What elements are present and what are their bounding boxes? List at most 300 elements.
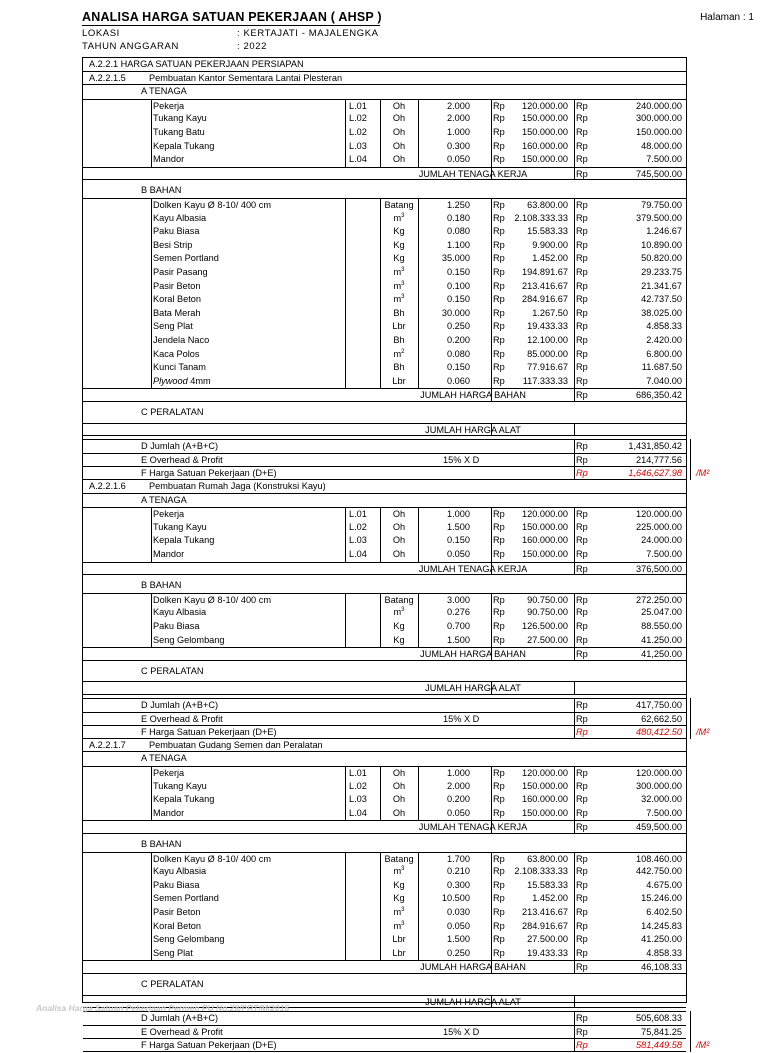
total-value: 480,412.50 <box>636 727 682 738</box>
labor-row <box>83 766 686 780</box>
item-unit: Oh <box>392 807 406 818</box>
item-unit <box>380 594 418 607</box>
item-price: 126.500.00 <box>522 621 568 631</box>
item-unit <box>380 920 418 934</box>
total-currency: Rp <box>576 253 588 264</box>
item-coef: 1.700 <box>447 853 470 864</box>
unit-exponent: 3 <box>401 907 405 913</box>
total-currency: Rp <box>576 200 588 210</box>
item-code: L.04 <box>349 154 367 165</box>
labor-row <box>83 780 686 794</box>
unit-text: m <box>393 294 402 305</box>
item-name-text: Seng Gelombang <box>153 934 225 945</box>
total-currency: Rp <box>576 794 588 805</box>
item-name: Mandor <box>153 807 185 818</box>
item-coef: 10.500 <box>441 893 470 904</box>
item-price: 160.000.00 <box>522 794 568 805</box>
total-value: 4.858.33 <box>646 321 682 332</box>
item-price: 90.750.00 <box>527 594 568 605</box>
item-coef: 0.180 <box>447 212 470 223</box>
item-name: Tukang Kayu <box>153 113 207 124</box>
total-currency: Rp <box>576 362 588 373</box>
total-value: 7.040.00 <box>646 375 682 386</box>
total-value: 29.233.75 <box>641 267 682 277</box>
column-divider <box>690 1011 691 1052</box>
item-unit <box>380 879 418 893</box>
price-currency: Rp <box>493 239 505 250</box>
labor-row <box>83 112 686 126</box>
labor-row <box>83 521 686 535</box>
column-divider <box>574 99 575 181</box>
f-unit: /M² <box>696 727 710 738</box>
column-divider <box>380 852 381 961</box>
item-name-text: Seng Plat <box>153 947 193 958</box>
price-currency: Rp <box>493 375 505 386</box>
item-coef: 1.500 <box>447 521 470 532</box>
material-row <box>83 293 686 307</box>
total-currency: Rp <box>576 454 588 465</box>
item-coef: 0.050 <box>447 549 470 559</box>
bahan-label: B BAHAN <box>141 185 182 196</box>
unit-text: Bh <box>393 362 405 373</box>
unit-exponent: 3 <box>401 212 405 219</box>
item-unit <box>380 348 418 362</box>
price-currency: Rp <box>493 212 505 223</box>
material-row <box>83 852 686 866</box>
tenaga-label-row <box>83 85 686 99</box>
item-coef: 0.150 <box>447 535 470 546</box>
material-row <box>83 375 686 389</box>
jumlah-bahan-label: JUMLAH HARGA BAHAN <box>420 390 526 401</box>
item-name-text: Pasir Beton <box>153 907 201 917</box>
price-currency: Rp <box>493 893 505 904</box>
item-unit: Oh <box>392 509 406 520</box>
column-divider <box>345 593 346 647</box>
total-e-row <box>83 712 686 726</box>
price-currency: Rp <box>493 127 505 137</box>
item-unit: Oh <box>392 154 406 165</box>
unit-text: Kg <box>393 634 405 645</box>
item-code: L.03 <box>349 794 367 805</box>
total-currency: Rp <box>576 280 588 291</box>
total-value: 6.800.00 <box>646 348 682 359</box>
item-coef: 0.300 <box>447 879 470 890</box>
material-row <box>83 892 686 906</box>
price-currency: Rp <box>493 934 505 945</box>
price-currency: Rp <box>493 100 505 111</box>
labor-row <box>83 153 686 167</box>
total-currency: Rp <box>576 294 588 305</box>
item-name-text: Dolken Kayu Ø 8-10/ 400 cm <box>153 200 271 210</box>
total-currency: Rp <box>576 920 588 931</box>
item-coef: 35.000 <box>441 253 470 264</box>
price-currency: Rp <box>493 321 505 332</box>
item-unit <box>380 933 418 947</box>
price-currency: Rp <box>493 594 505 605</box>
material-row <box>83 348 686 362</box>
total-value: 4.675.00 <box>646 879 682 890</box>
price-currency: Rp <box>493 780 505 791</box>
jumlah-tenaga-label: JUMLAH TENAGA KERJA <box>418 822 528 833</box>
bahan-label: B BAHAN <box>141 580 182 591</box>
total-e-row <box>83 453 686 467</box>
price-currency: Rp <box>493 154 505 165</box>
total-currency: Rp <box>576 212 588 223</box>
column-divider <box>418 99 419 167</box>
price-currency: Rp <box>493 509 505 520</box>
total-value: 50.820.00 <box>641 253 682 264</box>
total-value: 7.500.00 <box>646 549 682 559</box>
item-price: 63.800.00 <box>527 200 568 210</box>
item-price: 19.433.33 <box>527 321 568 332</box>
material-row <box>83 606 686 620</box>
unit-text: Lbr <box>392 321 406 332</box>
jumlah-alat-label: JUMLAH HARGA ALAT <box>425 424 521 435</box>
total-currency: Rp <box>576 509 588 520</box>
tenaga-label: A TENAGA <box>141 86 187 97</box>
item-name <box>153 865 343 879</box>
total-currency: Rp <box>576 962 588 973</box>
column-divider <box>380 593 381 647</box>
material-row <box>83 307 686 321</box>
item-price: 120.000.00 <box>522 509 568 520</box>
column-divider <box>151 593 152 647</box>
item-unit: Oh <box>392 140 406 151</box>
column-divider <box>574 995 575 1009</box>
labor-row <box>83 793 686 807</box>
total-value: 48.000.00 <box>641 140 682 151</box>
item-coef: 1.250 <box>447 200 470 210</box>
item-name-text: Dolken Kayu Ø 8-10/ 400 cm <box>153 594 271 605</box>
unit-exponent: 3 <box>401 920 405 927</box>
column-divider <box>380 198 381 388</box>
unit-text: Lbr <box>392 947 406 958</box>
e-percent: 15% X D <box>443 454 480 465</box>
total-value: 120.000.00 <box>636 509 682 520</box>
item-price: 150.000.00 <box>522 154 568 165</box>
main-title-row <box>83 58 686 72</box>
column-divider <box>491 681 492 695</box>
item-name-text: Semen Portland <box>153 893 219 904</box>
total-value: 686,350.42 <box>636 390 682 401</box>
jumlah-bahan-label: JUMLAH HARGA BAHAN <box>420 649 526 660</box>
jumlah-alat-row <box>83 423 686 437</box>
item-price: 150.000.00 <box>522 127 568 137</box>
item-name <box>153 252 343 266</box>
item-coef: 1.500 <box>447 634 470 645</box>
item-name-text: Paku Biasa <box>153 879 200 890</box>
total-value: 25.047.00 <box>641 607 682 618</box>
item-price: 63.800.00 <box>527 853 568 864</box>
total-value: 75,841.25 <box>641 1026 682 1037</box>
total-currency: Rp <box>576 1013 588 1024</box>
f-label: F Harga Satuan Pekerjaan (D+E) <box>141 1040 277 1051</box>
item-coef: 0.300 <box>447 140 470 151</box>
item-name <box>153 361 343 375</box>
item-price: 1.452.00 <box>532 253 568 264</box>
total-value: 1,431,850.42 <box>628 441 682 452</box>
jumlah-alat-value <box>574 682 682 694</box>
item-price: 284.916.67 <box>522 920 568 931</box>
column-divider <box>491 423 492 437</box>
total-currency: Rp <box>576 390 588 401</box>
tahun-row <box>82 41 268 52</box>
column-divider <box>574 439 575 480</box>
price-currency: Rp <box>493 307 505 318</box>
item-unit <box>380 199 418 212</box>
column-divider <box>574 1011 575 1052</box>
column-divider <box>151 507 152 561</box>
total-d-row <box>83 698 686 712</box>
total-value: 38.025.00 <box>641 307 682 318</box>
item-unit <box>380 307 418 321</box>
item-name-text: Paku Biasa <box>153 226 200 237</box>
unit-text: Batang <box>384 594 414 605</box>
e-label: E Overhead & Profit <box>141 713 223 724</box>
column-divider <box>574 852 575 974</box>
item-name: Kepala Tukang <box>153 535 215 546</box>
item-name-text: Koral Beton <box>153 920 202 931</box>
total-currency: Rp <box>576 468 588 479</box>
total-currency: Rp <box>576 239 588 250</box>
item-code: L.04 <box>349 549 367 559</box>
item-name <box>153 606 343 620</box>
item-name <box>153 892 343 906</box>
unit-exponent: 2 <box>401 348 405 355</box>
item-name <box>153 879 343 893</box>
labor-row <box>83 507 686 521</box>
item-unit <box>380 252 418 266</box>
item-unit <box>380 375 418 389</box>
total-currency: Rp <box>576 267 588 277</box>
total-value: 581,449.58 <box>636 1040 682 1051</box>
unit-text: m <box>393 267 402 277</box>
item-unit <box>380 865 418 879</box>
total-value: 745,500.00 <box>636 168 682 179</box>
labor-row <box>83 99 686 113</box>
peralatan-label-row <box>83 665 686 679</box>
lokasi-value: : KERTAJATI - MAJALENGKA <box>237 28 379 39</box>
item-coef: 0.100 <box>447 280 470 291</box>
item-unit <box>380 225 418 239</box>
total-value: 4.858.33 <box>646 947 682 958</box>
column-divider <box>574 698 575 739</box>
item-unit <box>380 266 418 280</box>
unit-text: Kg <box>393 253 405 264</box>
total-value: 379.500.00 <box>636 212 682 223</box>
price-currency: Rp <box>493 634 505 645</box>
d-label: D Jumlah (A+B+C) <box>141 700 219 710</box>
item-price: 90.750.00 <box>527 607 568 618</box>
item-name-text: Seng Plat <box>153 321 193 332</box>
total-value: 120.000.00 <box>636 768 682 778</box>
unit-exponent: 3 <box>401 866 405 873</box>
total-value: 108.460.00 <box>636 853 682 864</box>
price-currency: Rp <box>493 621 505 631</box>
column-divider <box>345 99 346 167</box>
section-header-row <box>83 739 686 753</box>
item-price: 27.500.00 <box>527 934 568 945</box>
total-value: 505,608.33 <box>636 1013 682 1024</box>
total-currency: Rp <box>576 866 588 877</box>
item-coef: 0.150 <box>447 267 470 277</box>
total-currency: Rp <box>576 807 588 818</box>
item-name <box>153 920 343 934</box>
item-name-text: Dolken Kayu Ø 8-10/ 400 cm <box>153 853 271 864</box>
f-unit: /M² <box>696 468 710 479</box>
item-code: L.03 <box>349 140 367 151</box>
material-row <box>83 280 686 294</box>
unit-text: Lbr <box>392 934 406 945</box>
item-name <box>153 594 343 607</box>
column-divider <box>574 593 575 661</box>
total-currency: Rp <box>576 348 588 359</box>
item-coef: 0.050 <box>447 154 470 165</box>
unit-text: m <box>393 607 402 618</box>
unit-exponent: 3 <box>401 294 405 301</box>
item-name <box>153 933 343 947</box>
item-unit: Oh <box>392 100 406 111</box>
item-price: 117.333.33 <box>522 375 568 386</box>
item-name: Pekerja <box>153 100 185 111</box>
column-divider <box>418 507 419 561</box>
total-value: 7.500.00 <box>646 807 682 818</box>
unit-text: Kg <box>393 621 405 631</box>
item-unit <box>380 212 418 226</box>
item-code: L.02 <box>349 780 367 791</box>
total-value: 46,108.33 <box>641 962 682 973</box>
price-currency: Rp <box>493 280 505 291</box>
item-coef: 2.000 <box>447 113 470 124</box>
item-price: 27.500.00 <box>527 634 568 645</box>
total-currency: Rp <box>576 307 588 318</box>
e-percent: 15% X D <box>443 713 480 724</box>
price-currency: Rp <box>493 807 505 818</box>
total-currency: Rp <box>576 535 588 546</box>
price-currency: Rp <box>493 226 505 237</box>
peralatan-label: C PERALATAN <box>141 665 204 676</box>
page-number: Halaman : 1 <box>700 12 754 23</box>
item-coef: 0.150 <box>447 294 470 305</box>
total-currency: Rp <box>576 226 588 237</box>
material-row <box>83 593 686 607</box>
total-value: 1,646,627.98 <box>628 468 682 479</box>
price-currency: Rp <box>493 866 505 877</box>
column-divider <box>151 852 152 961</box>
unit-exponent: 3 <box>401 607 405 614</box>
unit-text: m <box>393 866 402 877</box>
total-currency: Rp <box>576 594 588 605</box>
section-code: A.2.2.1.6 <box>89 481 126 491</box>
item-name: Tukang Batu <box>153 127 205 137</box>
material-row <box>83 266 686 280</box>
column-divider <box>574 507 575 575</box>
column-divider <box>151 198 152 388</box>
bahan-label-row <box>83 838 686 852</box>
item-name <box>153 293 343 307</box>
material-row <box>83 212 686 226</box>
title-underline <box>82 25 380 26</box>
labor-row <box>83 140 686 154</box>
column-divider <box>491 766 492 834</box>
price-currency: Rp <box>493 947 505 958</box>
total-value: 225.000.00 <box>636 521 682 532</box>
item-coef: 0.050 <box>447 920 470 931</box>
item-price: 213.416.67 <box>522 907 568 917</box>
unit-text: m <box>393 907 402 917</box>
item-name-text: Semen Portland <box>153 253 219 264</box>
item-name-text: Besi Strip <box>153 239 193 250</box>
total-currency: Rp <box>576 375 588 386</box>
bahan-label-row <box>83 184 686 198</box>
item-coef: 0.250 <box>447 947 470 958</box>
total-currency: Rp <box>576 335 588 345</box>
item-price: 160.000.00 <box>522 140 568 151</box>
item-name-text: Jendela Naco <box>153 335 210 345</box>
e-label: E Overhead & Profit <box>141 454 223 465</box>
bahan-label: B BAHAN <box>141 839 182 849</box>
item-name: Tukang Kayu <box>153 521 207 532</box>
total-value: 459,500.00 <box>636 822 682 833</box>
unit-text: Kg <box>393 893 405 904</box>
total-currency: Rp <box>576 822 588 833</box>
item-coef: 2.000 <box>447 780 470 791</box>
item-name-text: Kayu Albasia <box>153 607 207 618</box>
item-unit <box>380 280 418 294</box>
column-divider <box>418 852 419 961</box>
item-coef: 1.000 <box>447 127 470 137</box>
total-value: 150.000.00 <box>636 127 682 137</box>
material-row <box>83 920 686 934</box>
jumlah-bahan-row <box>83 647 686 661</box>
total-value: 6.402.50 <box>646 907 682 917</box>
item-unit: Oh <box>392 521 406 532</box>
section-code: A.2.2.1.7 <box>89 739 126 750</box>
material-row <box>83 334 686 348</box>
item-code: L.01 <box>349 768 367 778</box>
item-name-text: Plywood <box>153 375 188 386</box>
item-unit <box>380 892 418 906</box>
total-currency: Rp <box>576 1026 588 1037</box>
item-unit: Oh <box>392 780 406 791</box>
total-currency: Rp <box>576 621 588 631</box>
unit-text: m <box>393 348 402 359</box>
total-value: 41.250.00 <box>641 634 682 645</box>
f-label: F Harga Satuan Pekerjaan (D+E) <box>141 727 277 738</box>
total-currency: Rp <box>576 634 588 645</box>
item-unit: Oh <box>392 127 406 137</box>
total-currency: Rp <box>576 879 588 890</box>
item-name <box>153 266 343 280</box>
price-currency: Rp <box>493 335 505 345</box>
item-coef: 0.080 <box>447 348 470 359</box>
column-divider <box>491 593 492 661</box>
total-f-row <box>83 466 710 480</box>
total-value: 14.245.83 <box>641 920 682 931</box>
tenaga-label: A TENAGA <box>141 753 187 764</box>
total-currency: Rp <box>576 780 588 791</box>
column-divider <box>345 198 346 388</box>
item-name-text: Kunci Tanam <box>153 362 206 373</box>
item-name-text: Kayu Albasia <box>153 212 207 223</box>
item-unit: Oh <box>392 535 406 546</box>
item-unit: Oh <box>392 794 406 805</box>
jumlah-bahan-label: JUMLAH HARGA BAHAN <box>420 962 526 973</box>
item-price: 12.100.00 <box>527 335 568 345</box>
total-value: 7.500.00 <box>646 154 682 165</box>
total-currency: Rp <box>576 934 588 945</box>
unit-text: Kg <box>393 226 405 237</box>
